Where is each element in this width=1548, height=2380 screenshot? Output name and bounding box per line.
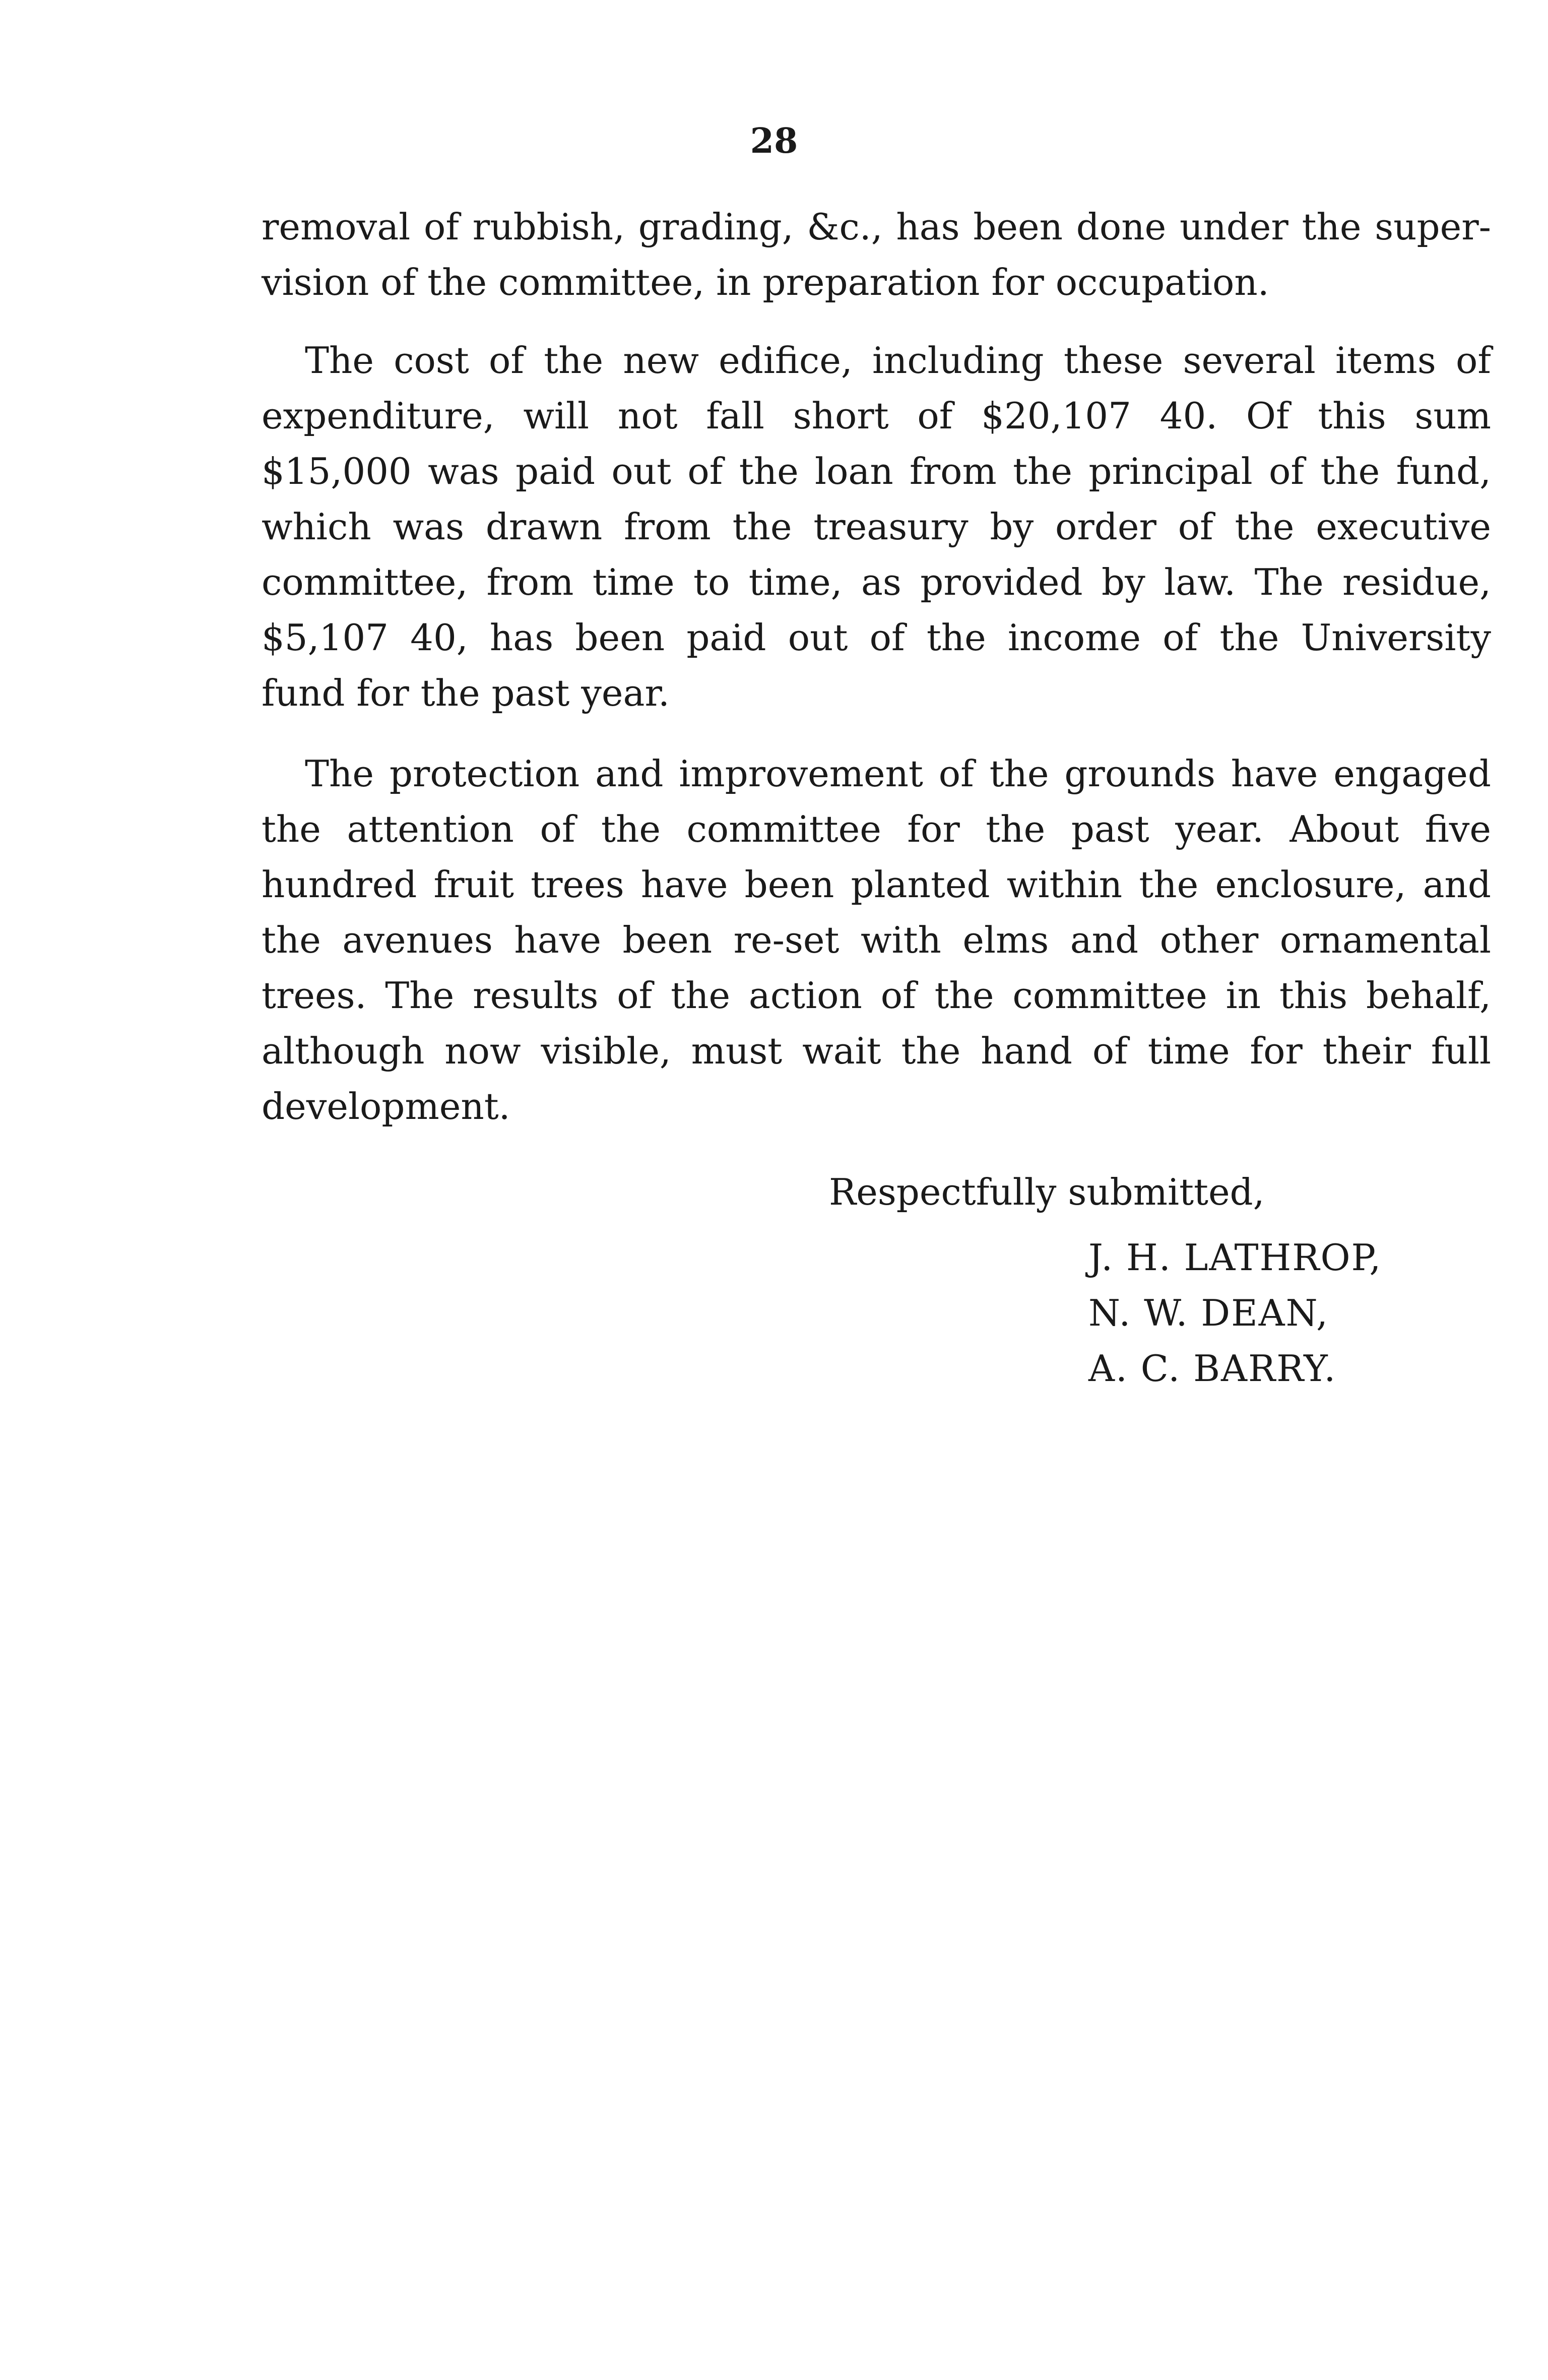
paragraph-line: removal of rubbish, grading, &c., has been done under the super- xyxy=(262,206,1491,248)
signature-block xyxy=(1088,1230,1382,1396)
paragraph-line: The protection and improvement of the grounds have engaged xyxy=(305,753,1491,795)
paragraph-continuation xyxy=(262,199,1491,310)
paragraph-line: $15,000 was paid out of the loan from the principal of the fund, xyxy=(262,450,1491,492)
paragraph-line: $5,107 40, has been paid out of the income of the University xyxy=(262,616,1491,659)
paragraph-line: hundred fruit trees have been planted within the enclosure, and xyxy=(262,863,1491,906)
paragraph-line: expenditure, will not fall short of $20,107 40. Of this sum xyxy=(262,395,1491,437)
paragraph-line: the attention of the committee for the past year. About five xyxy=(262,808,1491,850)
paragraph-line: trees. The results of the action of the committee in this behalf, xyxy=(262,974,1491,1017)
signatory-name: A. C. BARRY. xyxy=(1088,1347,1337,1390)
paragraph-line: fund for the past year. xyxy=(262,672,670,714)
paragraph-line: which was drawn from the treasury by order of the executive xyxy=(262,506,1491,548)
paragraph-grounds xyxy=(262,746,1491,1134)
paragraph-line: committee, from time to time, as provided by law. The residue, xyxy=(262,561,1491,603)
closing-line: Respectfully submitted, xyxy=(829,1171,1265,1213)
page-number: 28 xyxy=(750,121,798,161)
paragraph-line: The cost of the new edifice, including these several items of xyxy=(305,339,1491,382)
paragraph-line: development. xyxy=(262,1085,510,1128)
signatory-name: N. W. DEAN, xyxy=(1088,1292,1329,1334)
paragraph-line: the avenues have been re-set with elms and other ornamental xyxy=(262,919,1491,961)
paragraph-cost xyxy=(262,333,1491,721)
paragraph-line: vision of the committee, in preparation for occupation. xyxy=(262,261,1269,303)
paragraph-line: although now visible, must wait the hand of time for their full xyxy=(262,1030,1491,1072)
signatory-name: J. H. LATHROP, xyxy=(1088,1236,1382,1279)
